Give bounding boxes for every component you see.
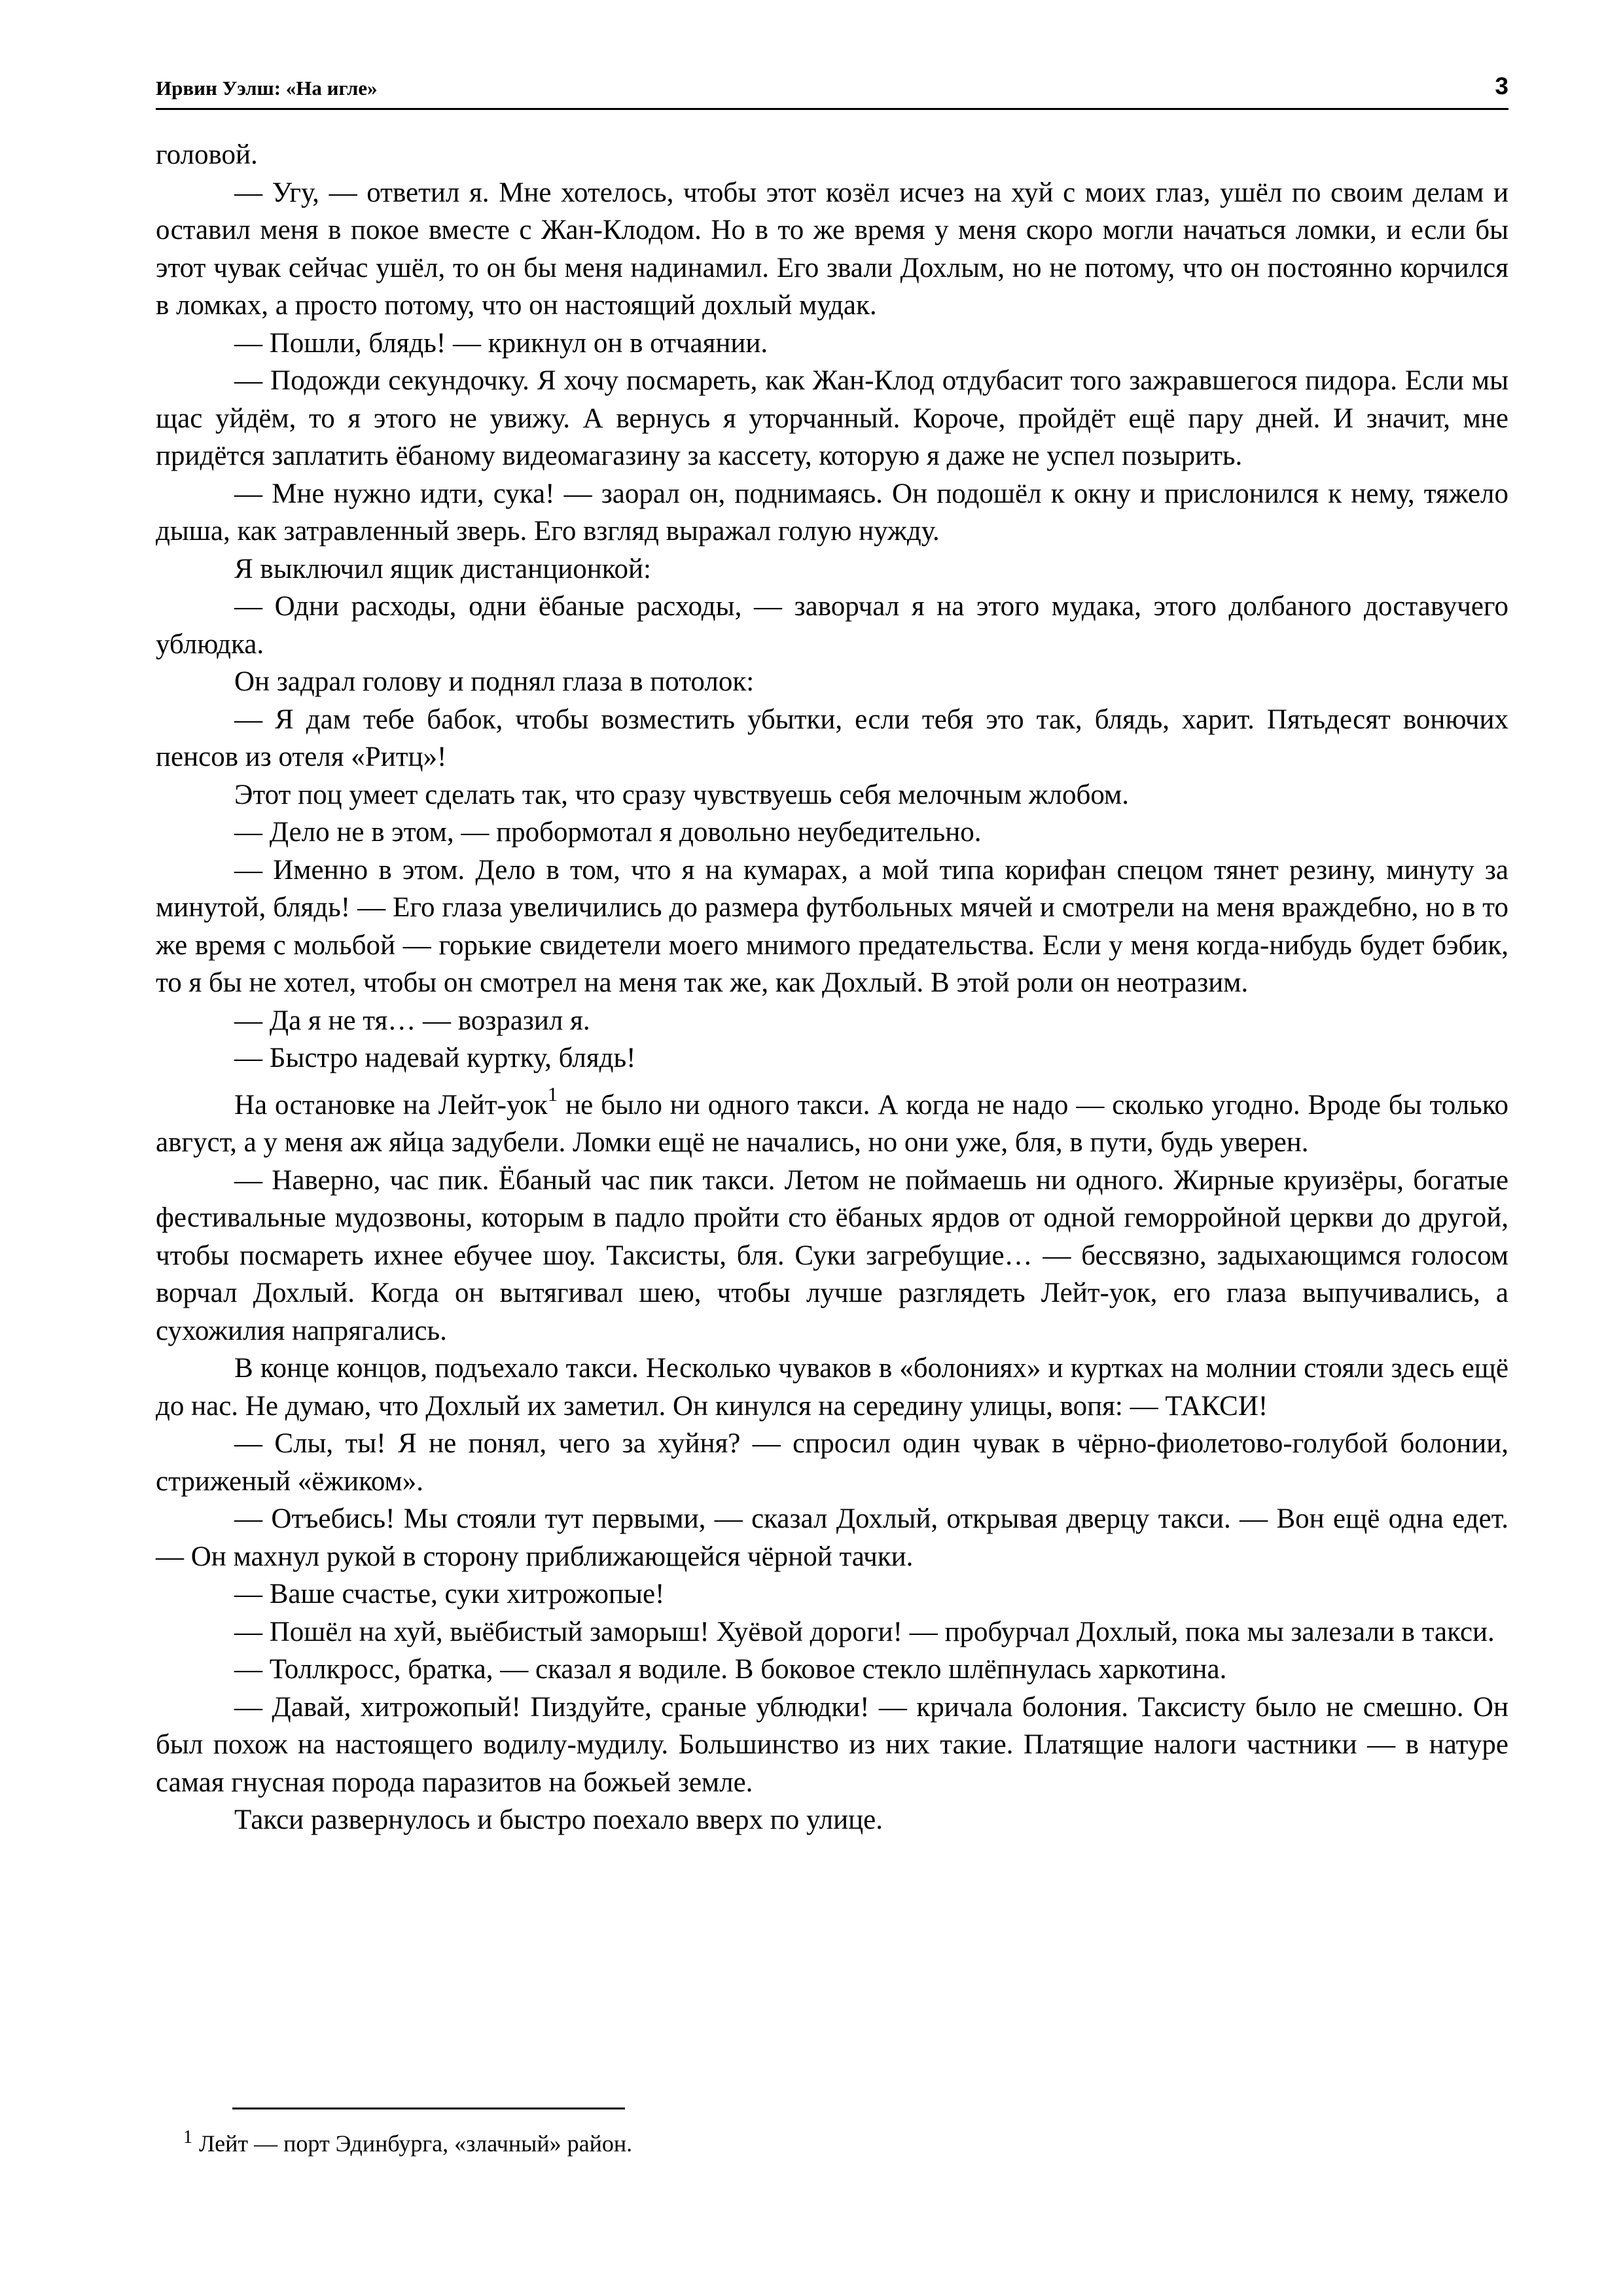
paragraph: — Наверно, час пик. Ёбаный час пик такси. Летом не поймаешь ни одного. Жирные круизёры, богатые фестивальные мудозвоны, которым в падло пройти сто ёбаных ярдов от одной геморройной церкви до другой, чтобы посмареть ихнее ебучее шоу. Таксисты, бля. Суки загребущие… — бессвязно, задыхающимся голосом ворчал Дохлый. Когда он вытягивал шею, чтобы лучше разглядеть Лейт-уок, его глаза выпучивались, а сухожилия напрягались.	[156, 1164, 1508, 1346]
paragraph: — Да я не тя… — возразил я.	[234, 1005, 590, 1036]
footnote-text: Лейт — порт Эдинбурга, «злачный» район.	[199, 2130, 633, 2157]
paragraph: — Слы, ты! Я не понял, чего за хуйня? — спросил один чувак в чёрно-фиолетово-голубой болонии, стриженый «ёжиком».	[156, 1428, 1508, 1497]
footnote-marker: 1	[183, 2127, 192, 2147]
paragraph: головой.	[156, 139, 258, 170]
page-number: 3	[1495, 73, 1508, 99]
paragraph: — Мне нужно идти, сука! — заорал он, поднимаясь. Он подошёл к окну и прислонился к нему, тяжело дыша, как затравленный зверь. Его взгляд выражал голую нужду.	[156, 478, 1508, 547]
paragraph: — Быстро надевай куртку, блядь!	[234, 1043, 636, 1073]
paragraph: Такси развернулось и быстро поехало вверх по улице.	[234, 1804, 883, 1835]
paragraph: Этот поц умеет сделать так, что сразу чувствуешь себя мелочным жлобом.	[234, 779, 1129, 810]
footnote-reference[interactable]: 1	[547, 1083, 558, 1106]
paragraph-text: не было ни одного такси. А когда не надо — сколько угодно. Вроде бы только август, а у меня аж яйца задубели. Ломки ещё не начались, но они уже, бля, в пути, будь уверен.	[156, 1089, 1508, 1158]
body-text	[156, 136, 1508, 1839]
paragraph: Он задрал голову и поднял глаза в потолок:	[234, 666, 755, 697]
paragraph: — Пошли, блядь! — крикнул он в отчаянии.	[234, 327, 768, 359]
footnote-separator	[232, 2108, 625, 2109]
paragraph: — Я дам тебе бабок, чтобы возместить убытки, если тебя это так, блядь, харит. Пятьдесят вонючих пенсов из отеля «Ритц»!	[156, 704, 1508, 772]
paragraph: Я выключил ящик дистанционкой:	[234, 553, 651, 584]
paragraph: — Подожди секундочку. Я хочу посмареть, как Жан-Клод отдубасит того зажравшегося пидора. Если мы щас уйдём, то я этого не увижу. А вернусь я уторчанный. Короче, пройдёт ещё пару дней. И значит, мне придётся заплатить ёбаному видеомагазину за кассету, которую я даже не успел позырить.	[156, 365, 1508, 471]
paragraph: — Именно в этом. Дело в том, что я на кумарах, а мой типа корифан спецом тянет резину, минуту за минутой, блядь! — Его глаза увеличились до размера футбольных мячей и смотрели на меня враждебно, но в то же время с мольбой — горькие свидетели моего мнимого предательства. Если у меня когда-нибудь будет бэбик, то я бы не хотел, чтобы он смотрел на меня так же, как Дохлый. В этой роли он неотразим.	[156, 854, 1508, 998]
footnote	[183, 2127, 632, 2160]
paragraph: — Отъебись! Мы стояли тут первыми, — сказал Дохлый, открывая дверцу такси. — Вон ещё одна едет. — Он махнул рукой в сторону приближающейся чёрной тачки.	[156, 1503, 1508, 1572]
paragraph: — Давай, хитрожопый! Пиздуйте, сраные ублюдки! — кричала болония. Таксисту было не смешно. Он был похож на настоящего водилу-мудилу. Большинство из них такие. Платящие налоги частники — в натуре самая гнусная порода паразитов на божьей земле.	[156, 1691, 1508, 1798]
running-header	[156, 69, 1508, 110]
paragraph: В конце концов, подъехало такси. Несколько чуваков в «болониях» и куртках на молнии стояли здесь ещё до нас. Не думаю, что Дохлый их заметил. Он кинулся на середину улицы, вопя: — ТАКСИ!	[156, 1353, 1508, 1422]
paragraph: — Угу, — ответил я. Мне хотелось, чтобы этот козёл исчез на хуй с моих глаз, ушёл по своим делам и оставил меня в покое вместе с Жан-Клодом. Но в то же время у меня скоро могли начаться ломки, и если бы этот чувак сейчас ушёл, то он бы меня надинамил. Его звали Дохлым, но не потому, что он постоянно корчился в ломках, а просто потому, что он настоящий дохлый мудак.	[156, 177, 1508, 321]
header-title: Ирвин Уэлш: «На игле»	[156, 77, 378, 99]
paragraph: — Пошёл на хуй, выёбистый заморыш! Хуёвой дороги! — пробурчал Дохлый, пока мы залезали в такси.	[234, 1616, 1495, 1647]
paragraph-with-footnote	[156, 1083, 1508, 1162]
paragraph: — Ваше счастье, суки хитрожопые!	[234, 1579, 665, 1609]
paragraph: — Толлкросс, братка, — сказал я водиле. В боковое стекло шлёпнулась харкотина.	[234, 1654, 1227, 1685]
paragraph: — Одни расходы, одни ёбаные расходы, — заворчал я на этого мудака, этого долбаного доставучего ублюдка.	[156, 591, 1508, 660]
paragraph: — Дело не в этом, — пробормотал я довольно неубедительно.	[234, 817, 982, 848]
paragraph-text: На остановке на Лейт-уок	[234, 1089, 548, 1121]
